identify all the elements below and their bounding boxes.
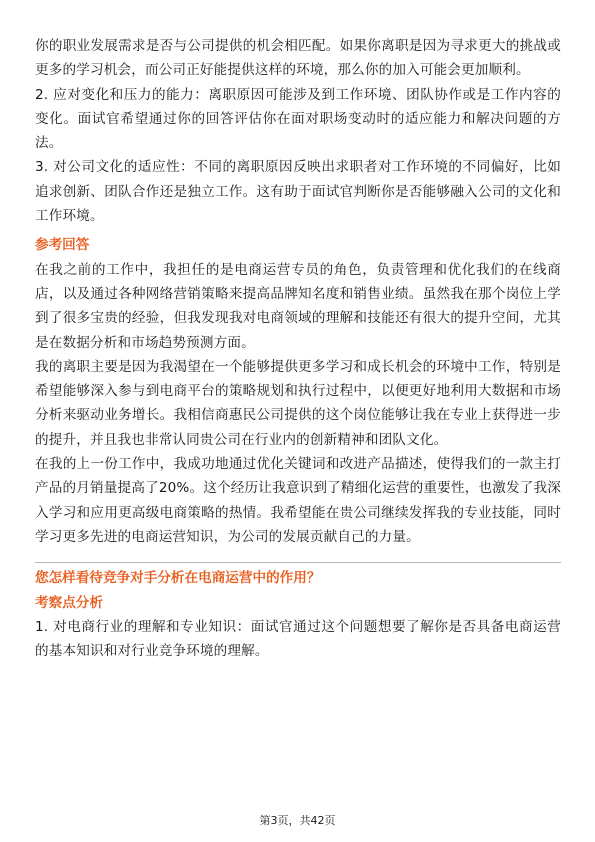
answer-paragraph-2: 我的离职主要是因为我渴望在一个能够提供更多学习和成长机会的环境中工作，特别是希望能够深入参与到电商平台的策略规划和执行过程中，以便更好地利用大数据和市场分析来驱动业务增长。我相信商惠民公司提供的这个岗位能够让我在专业上获得进一步的提升，并且我也非常认同贵公司在行业内的创新精神和团队文化。 bbox=[35, 358, 561, 448]
page-footer: 第3页，共42页 bbox=[259, 814, 336, 827]
page-content bbox=[35, 34, 561, 663]
intro-paragraph-2: 2. 应对变化和压力的能力：离职原因可能涉及到工作环境、团队协作或是工作内容的变化。面试官希望通过你的回答评估你在面对职场变动时的适应能力和解决问题的方法。 bbox=[35, 86, 561, 152]
answer-paragraph-3: 在我的上一份工作中，我成功地通过优化关键词和改进产品描述，使得我们的一款主打产品的月销量提高了20%。这个经历让我意识到了精细化运营的重要性，也激发了我深入学习和应用更高级电商策略的热情。我希望能在贵公司继续发挥我的专业技能，同时学习更多先进的电商运营知识，为公司的发展贡献自己的力量。 bbox=[35, 456, 561, 545]
analysis-point-1: 1. 对电商行业的理解和专业知识：面试官通过这个问题想要了解你是否具备电商运营的基本知识和对行业竞争环境的理解。 bbox=[35, 618, 561, 660]
answer-paragraph-1: 在我之前的工作中，我担任的是电商运营专员的角色，负责管理和优化我们的在线商店，以及通过各种网络营销策略来提高品牌知名度和销售业绩。虽然我在那个岗位上学到了很多宝贵的经验，但我发现我对电商领域的理解和技能还有很大的提升空间，尤其是在数据分析和市场趋势预测方面。 bbox=[35, 261, 561, 351]
question-title: 您怎样看待竞争对手分析在电商运营中的作用？ bbox=[35, 570, 321, 587]
question-section bbox=[35, 562, 561, 663]
intro-paragraph-3: 3. 对公司文化的适应性：不同的离职原因反映出求职者对工作环境的不同偏好，比如追求创新、团队合作还是独立工作。这有助于面试官判断你是否能够融入公司的文化和工作环境。 bbox=[35, 159, 561, 225]
reference-answer-heading: 参考回答 bbox=[35, 237, 90, 254]
analysis-heading: 考察点分析 bbox=[35, 594, 103, 611]
intro-paragraph-1: 你的职业发展需求是否与公司提供的机会相匹配。如果你离职是因为寻求更大的挑战或更多的学习机会，而公司正好能提供这样的环境，那么你的加入可能会更加顺利。 bbox=[35, 38, 561, 79]
